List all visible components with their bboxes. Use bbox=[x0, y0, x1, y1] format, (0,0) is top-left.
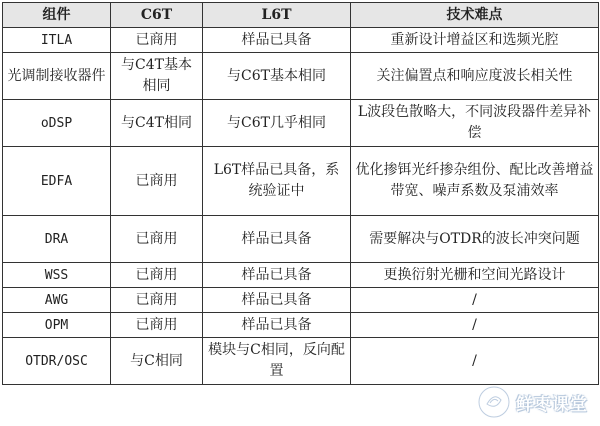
cell-component: OTDR/OSC bbox=[3, 338, 111, 385]
header-component: 组件 bbox=[3, 3, 111, 28]
table-row bbox=[3, 53, 599, 100]
cell-difficulty: 重新设计增益区和选频光腔 bbox=[351, 28, 599, 53]
table-row bbox=[3, 147, 599, 216]
cell-c6t: 已商用 bbox=[111, 216, 203, 263]
table-row bbox=[3, 263, 599, 288]
cell-component: 光调制接收器件 bbox=[3, 53, 111, 100]
header-c6t: C6T bbox=[111, 3, 203, 28]
cell-difficulty: / bbox=[351, 338, 599, 385]
cell-l6t: 样品已具备 bbox=[203, 28, 351, 53]
cell-component: oDSP bbox=[3, 100, 111, 147]
header-difficulty: 技术难点 bbox=[351, 3, 599, 28]
table-header-row bbox=[3, 3, 599, 28]
component-comparison-table bbox=[2, 2, 599, 385]
cell-difficulty: 需要解决与OTDR的波长冲突问题 bbox=[351, 216, 599, 263]
fresh-date-logo-icon bbox=[476, 384, 512, 420]
cell-component: DRA bbox=[3, 216, 111, 263]
cell-c6t: 已商用 bbox=[111, 313, 203, 338]
cell-c6t: 已商用 bbox=[111, 263, 203, 288]
cell-l6t: 模块与C相同，反向配置 bbox=[203, 338, 351, 385]
watermark-text: 鲜枣课堂 bbox=[516, 394, 588, 415]
cell-difficulty: / bbox=[351, 313, 599, 338]
table-row bbox=[3, 338, 599, 385]
cell-l6t: 样品已具备 bbox=[203, 216, 351, 263]
table-row bbox=[3, 216, 599, 263]
table-row bbox=[3, 28, 599, 53]
cell-difficulty: 关注偏置点和响应度波长相关性 bbox=[351, 53, 599, 100]
cell-component: EDFA bbox=[3, 147, 111, 216]
cell-difficulty: 优化掺铒光纤掺杂组份、配比改善增益带宽、噪声系数及泵浦效率 bbox=[351, 147, 599, 216]
cell-component: WSS bbox=[3, 263, 111, 288]
cell-c6t: 与C相同 bbox=[111, 338, 203, 385]
watermark bbox=[476, 384, 588, 420]
table-row bbox=[3, 288, 599, 313]
cell-l6t: L6T样品已具备，系统验证中 bbox=[203, 147, 351, 216]
cell-l6t: 与C6T基本相同 bbox=[203, 53, 351, 100]
cell-difficulty: / bbox=[351, 288, 599, 313]
cell-c6t: 已商用 bbox=[111, 147, 203, 216]
cell-l6t: 样品已具备 bbox=[203, 288, 351, 313]
cell-difficulty: L波段色散略大，不同波段器件差异补偿 bbox=[351, 100, 599, 147]
cell-component: ITLA bbox=[3, 28, 111, 53]
cell-l6t: 样品已具备 bbox=[203, 263, 351, 288]
cell-difficulty: 更换衍射光栅和空间光路设计 bbox=[351, 263, 599, 288]
cell-c6t: 已商用 bbox=[111, 28, 203, 53]
header-l6t: L6T bbox=[203, 3, 351, 28]
cell-l6t: 样品已具备 bbox=[203, 313, 351, 338]
cell-c6t: 与C4T相同 bbox=[111, 100, 203, 147]
table-row bbox=[3, 313, 599, 338]
cell-c6t: 与C4T基本相同 bbox=[111, 53, 203, 100]
cell-c6t: 已商用 bbox=[111, 288, 203, 313]
cell-l6t: 与C6T几乎相同 bbox=[203, 100, 351, 147]
cell-component: AWG bbox=[3, 288, 111, 313]
table-row bbox=[3, 100, 599, 147]
cell-component: OPM bbox=[3, 313, 111, 338]
